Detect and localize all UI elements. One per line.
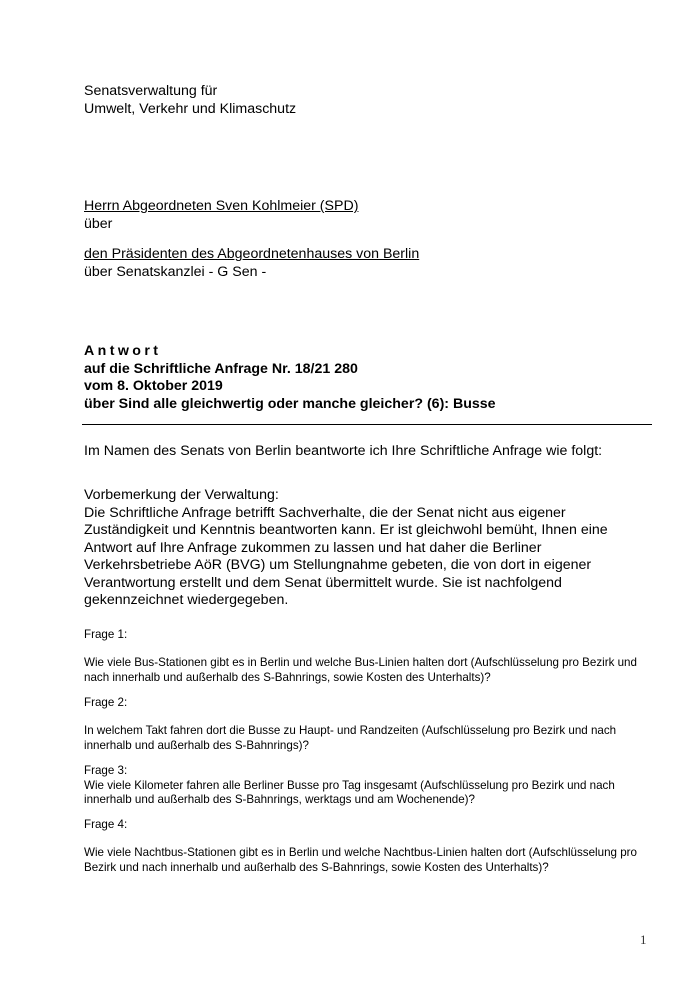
- preamble-line: Zuständigkeit und Kenntnis beantworten kann. Er ist gleichwohl bemüht, Ihnen eine: [84, 522, 608, 538]
- question-block: [84, 764, 615, 808]
- preamble-line: Die Schriftliche Anfrage betrifft Sachverhalte, die der Senat nicht aus eigener: [84, 504, 566, 521]
- question-4-line: Wie viele Nachtbus-Stationen gibt es in Berlin und welche Nachtbus-Linien halten dort (Aufschlüsselung pro: [84, 846, 637, 859]
- question-text: [84, 846, 637, 875]
- intro-text: [84, 443, 602, 461]
- question-3-label: Frage 3:: [84, 764, 128, 777]
- preamble-title: Vorbemerkung der Verwaltung:: [84, 487, 279, 503]
- chancellery-line: über Senatskanzlei - G Sen -: [84, 263, 267, 280]
- preamble-line: gekennzeichnet wiedergegeben.: [84, 592, 289, 608]
- question-3-line: innerhalb und außerhalb des S-Bahnrings, werktags und am Wochenende)?: [84, 793, 475, 806]
- inquiry-number: auf die Schriftliche Anfrage Nr. 18/21 280: [84, 360, 358, 377]
- intro-sentence: Im Namen des Senats von Berlin beantworte ich Ihre Schriftliche Anfrage wie folgt:: [84, 443, 603, 459]
- question-1-line: Wie viele Bus-Stationen gibt es in Berlin und welche Bus-Linien halten dort (Aufschlüsselung pro Bezirk und: [84, 656, 637, 669]
- question-2-label: Frage 2:: [84, 696, 128, 709]
- recipient-name: Herrn Abgeordneten Sven Kohlmeier (SPD): [84, 198, 359, 214]
- question-2-line: In welchem Takt fahren dort die Busse zu Haupt- und Randzeiten (Aufschlüsselung pro Bezirk und nach: [84, 724, 617, 737]
- sender-block: [84, 83, 296, 118]
- president-block: [84, 246, 419, 281]
- question-1-label: Frage 1:: [84, 628, 128, 641]
- preamble-line: Antwort auf Ihre Anfrage zukommen zu lassen und hat daher die Berliner: [84, 539, 542, 556]
- question-label: [84, 818, 127, 833]
- preamble-block: [84, 487, 608, 610]
- antwort-title: Antwort: [84, 343, 162, 359]
- answer-heading: [84, 343, 496, 413]
- preamble-line: Verkehrsbetriebe AöR (BVG) um Stellungnahme gebeten, die von dort in eigener: [84, 557, 592, 573]
- sender-line: Umwelt, Verkehr und Klimaschutz: [84, 100, 297, 117]
- president-name: den Präsidenten des Abgeordnetenhauses von Berlin: [84, 246, 420, 262]
- question-3-line: Wie viele Kilometer fahren alle Berliner Busse pro Tag insgesamt (Aufschlüsselung pro Bezirk und nach: [84, 778, 615, 792]
- question-2-line: innerhalb und außerhalb des S-Bahnrings)?: [84, 738, 309, 752]
- recipient-block: [84, 198, 358, 233]
- inquiry-date: vom 8. Oktober 2019: [84, 378, 223, 394]
- recipient-via: über: [84, 215, 113, 232]
- question-4-label: Frage 4:: [84, 818, 128, 831]
- page-number: 1: [640, 932, 647, 947]
- preamble-line: Verantwortung erstellt und dem Senat übermittelt wurde. Sie ist nachfolgend: [84, 574, 562, 591]
- inquiry-subject: über Sind alle gleichwertig oder manche gleicher? (6): Busse: [84, 395, 496, 412]
- question-1-line: nach innerhalb und außerhalb des S-Bahnrings, sowie Kosten des Unterhalts)?: [84, 670, 491, 684]
- question-text: [84, 724, 616, 753]
- question-label: [84, 628, 127, 643]
- sender-line: Senatsverwaltung für: [84, 83, 218, 99]
- question-4-line: Bezirk und nach innerhalb und außerhalb des S-Bahnrings, sowie Kosten des Unterhalts)?: [84, 860, 549, 874]
- question-label: [84, 696, 127, 711]
- question-text: [84, 656, 637, 685]
- divider-line: [82, 424, 652, 425]
